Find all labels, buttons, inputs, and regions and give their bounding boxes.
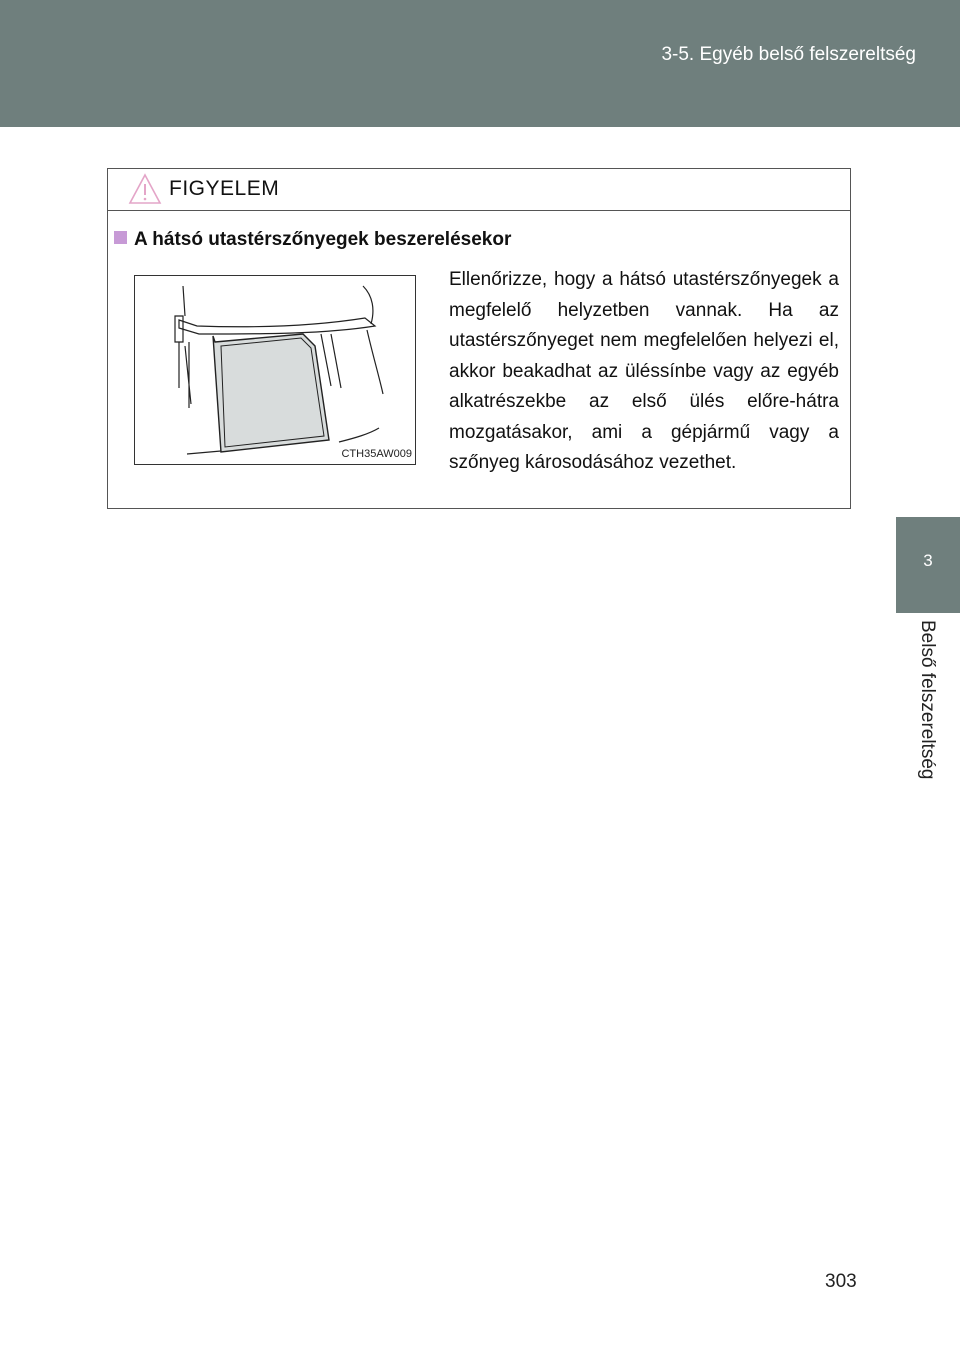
page-number: 303 [825, 1271, 857, 1292]
chapter-number: 3 [923, 551, 933, 570]
square-bullet-icon [114, 231, 127, 244]
chapter-tab [896, 517, 960, 613]
warning-title: FIGYELEM [169, 177, 280, 200]
section-title: 3-5. Egyéb belső felszereltség [661, 44, 916, 65]
warning-subheading [114, 229, 511, 251]
warning-triangle-icon [128, 173, 162, 205]
warning-header [108, 169, 850, 211]
page-header [0, 0, 960, 127]
chapter-label: Belső felszereltség [917, 620, 938, 780]
warning-box [107, 168, 851, 509]
floor-mat-illustration [134, 275, 416, 465]
warning-body-text: Ellenőrizze, hogy a hátsó utastérszőnyegek a megfelelő helyzetben vannak. Ha az utastérszőnyeget nem megfelelően helyezi el, akkor beakadhat az üléssínbe vagy az egyéb alkatrészekbe az első ülés előre-hátra mozgatásakor, ami a gépjármű vagy a szőnyeg károsodásához vezethet. [449, 269, 839, 473]
figure-code: CTH35AW009 [341, 448, 412, 460]
floor-mat-drawing [135, 276, 415, 464]
subheading-text: A hátsó utastérszőnyegek beszerelésekor [134, 229, 512, 250]
